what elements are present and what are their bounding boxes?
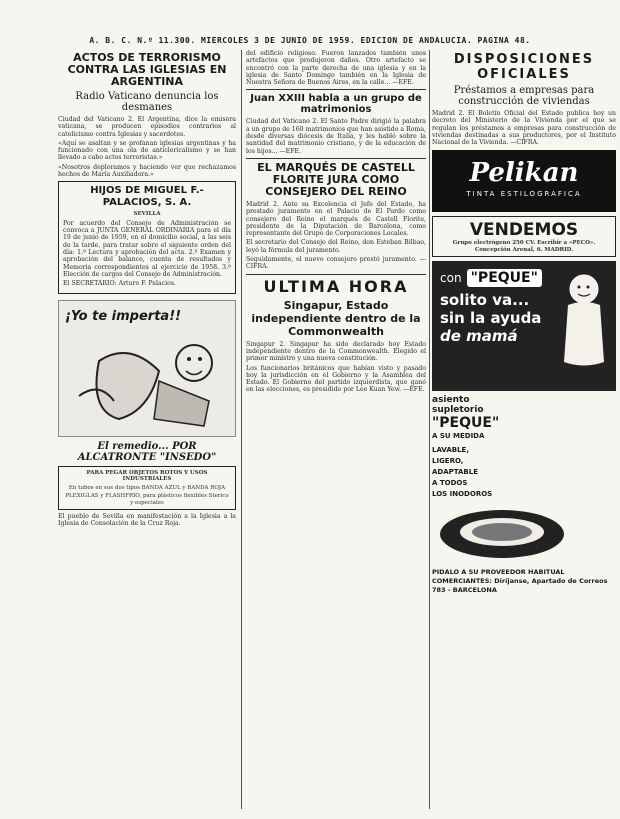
baby-illustration-icon (548, 267, 612, 387)
peque-brand: "PEQUE" (467, 269, 542, 287)
article-paragraph: del edificio religioso. Fueron lanzados también unos artefactos que produjeron daños. Otro artefacto se encontró con la parte derecha de una iglesia y en la iglesia de Santo Domingo también en la Iglesia de Nuestra Señora de Buenos Aires, en la calle... —EFE. (246, 50, 426, 87)
column-1 (58, 50, 236, 811)
ad-palacios-text: Por acuerdo del Consejo de Administración se convoca a JUNTA GENERAL ORDINARIA para el día 19 de junio de 1959, en el domicilio social, a las seis de la tarde, para tratar sobre el siguiente orden del día: 1.º Lectura y aprobación del acta. 2.º Examen y aprobación del balance, cuenta de resultados y Memoria correspondientes al ejercicio de 1958. 3.º Elección de cargos del Consejo de Administración. (63, 219, 231, 278)
divider (246, 89, 426, 90)
feature-item: LIGERO, (432, 457, 464, 466)
article-paragraph: «Nosotros deploramos y haciendo ver que rechazamos hechos de María Auxiliadora.» (58, 163, 236, 179)
feature-item: ADAPTABLE (432, 468, 479, 477)
remedy-headline: El remedio... POR ALCATRONTE "INSEDO" (77, 440, 217, 463)
asiento-brand: "PEQUE" (432, 415, 500, 432)
feature-item: LOS INODOROS (432, 490, 493, 499)
headline-castell-florite: EL MARQUÉS DE CASTELL FLORITE JURA COMO CONSEJERO DEL REINO (257, 160, 415, 198)
article-paragraph: El secretario del Consejo del Reino, don Esteban Bilbao, leyó la fórmula del juramento. (246, 239, 426, 254)
ad-peque (432, 261, 616, 391)
divider (246, 158, 426, 159)
article-paragraph: Los funcionarios británicos que habían visto y pasado hoy la jurisdicción en el Gobierno y la Asamblea del Estado. El Gobierno del partido izquierdista, que ganó en las elecciones, es presidido por Lee Kuan Yew. —EFE. (246, 364, 426, 394)
column-divider (241, 50, 242, 809)
asiento-line-1: asiento (432, 395, 470, 406)
article-paragraph: Ciudad del Vaticano 2. El Santo Padre dirigió la palabra a un grupo de 160 matrimonios que han asistido a Roma, desde diversas diócesis de Italia, y les habló sobre la santidad del matrimonio cristiano, y de la educación de los hijos... —EFE. (246, 118, 426, 155)
features-list (432, 445, 616, 500)
ad-palacios-title: HIJOS DE MIGUEL F.-PALACIOS, S. A. (90, 185, 204, 209)
ad-palacios-signature: El SECRETARIO: Arturo F. Palacios. (63, 280, 176, 288)
headline-singapur: Singapur, Estado independiente dentro de la Commonwealth (251, 298, 421, 338)
page-header: A. B. C. N.º 11.300. MIERCOLES 3 DE JUNIO DE 1959. EDICION DE ANDALUCIA. PAGINA 48. (89, 36, 531, 45)
asiento-line-3: A SU MEDIDA (432, 432, 485, 441)
potty-illustration (432, 504, 616, 564)
headline-terrorism: ACTOS DE TERRORISMO CONTRA LAS IGLESIAS EN ARGENTINA (67, 51, 227, 88)
comic-caption: ¡Yo te imperta!! (65, 308, 182, 324)
subhead-radio-vaticana: Radio Vaticano denuncia los desmanes (75, 91, 219, 113)
vendemos-text: Grupo electrógeno 250 CV. Escribir a «PECO». Concepción Arenal, 6. MADRID. (452, 240, 596, 253)
pida-line: PIDALO A SU PROVEEDOR HABITUAL (432, 568, 565, 577)
ad-palacios-city: SEVILLA (133, 211, 161, 218)
peque-line-3: de mamá (440, 327, 518, 346)
pelikan-tagline: TINTA ESTILOGRAFICA (466, 190, 582, 199)
feature-item: A TODOS (432, 479, 468, 488)
article-paragraph: Madrid 2. El Boletín Oficial del Estado publica hoy un decreto del Ministerio de la Vivienda por el que se regulan los préstamos a empresas para construcción de viviendas destinadas a sus productores, por el Instituto Nacional de la Vivienda. —CIFRA. (432, 110, 616, 147)
seat-icon (432, 504, 616, 564)
feature-item: LAVABLE, (432, 446, 469, 455)
article-paragraph: Ciudad del Vaticano 2. El Argentina, dice la emisora vaticana, se producen episodios contrarios al catolicismo contra Iglesias y sacerdotes. (58, 116, 236, 138)
divider (246, 274, 426, 275)
ad-pelikan (432, 150, 616, 212)
headline-disposiciones: DISPOSICIONES OFICIALES (453, 52, 595, 82)
ad-insedo-more: PLEXIGLAS y FLASHFRIO, para plásticos flexibles Sterico y especiales (65, 493, 229, 506)
column-divider (429, 50, 430, 809)
ad-insedo-bands: En tubos en sus dos tipos BANDA AZUL y BANDA ROJA (68, 484, 226, 491)
column-2 (246, 50, 426, 811)
article-paragraph: «Aquí se asaltan y se profanan iglesias argentinas y ha funcionado con una ola de anticlericalismo y se han llevado a cabo actos terroristas.» (58, 139, 236, 162)
comic-illustration (58, 300, 236, 437)
headline-ultima-hora: ULTIMA HORA (263, 276, 409, 296)
article-paragraph: Seguidamente, el nuevo consejero prestó juramento. —CIFRA. (246, 256, 426, 271)
headline-juan-xxiii: Juan XXIII habla a un grupo de matrimonios (250, 93, 422, 116)
article-paragraph: El pueblo de Sevilla en manifestación a la Iglesia a la Iglesia de Consolación de la Cruz Roja. (58, 513, 236, 528)
asiento-line-2: supletorio (432, 405, 484, 416)
ad-palacios (58, 181, 236, 293)
ad-insedo-use: PARA PEGAR OBJETOS ROTOS Y USOS INDUSTRIALES (86, 469, 208, 483)
vendemos-title: VENDEMOS (469, 220, 579, 241)
pelikan-logo: Pelikan (469, 158, 579, 189)
cartoon-figures-icon (59, 301, 235, 434)
column-3 (432, 50, 616, 811)
subhead-prestamos: Préstamos a empresas para construcción de viviendas (453, 85, 595, 107)
ad-vendemos (432, 216, 616, 257)
peque-line-2: sin la ayuda (440, 309, 542, 328)
ad-insedo (58, 466, 236, 511)
comerciantes-line: COMERCIANTES: Diríjanse, Apartado de Correos 783 - BARCELONA (432, 577, 608, 595)
article-paragraph: Singapur 2. Singapur ha sido declarado hoy Estado independiente dentro de la Commonwealth. Elegido el primer ministro y una nueva constitución. (246, 340, 426, 363)
peque-line-1: solito va... (440, 291, 530, 310)
peque-con: con (440, 271, 462, 286)
article-paragraph: Madrid 2. Ante su Excelencia el Jefe del Estado, ha prestado juramento en el Palacio de El Pardo como consejero del Reino el marqués de Castell Florite, presidente de la Diputación de Barcelona, como representante del Grupo de Corporaciones Locales. (246, 200, 426, 238)
